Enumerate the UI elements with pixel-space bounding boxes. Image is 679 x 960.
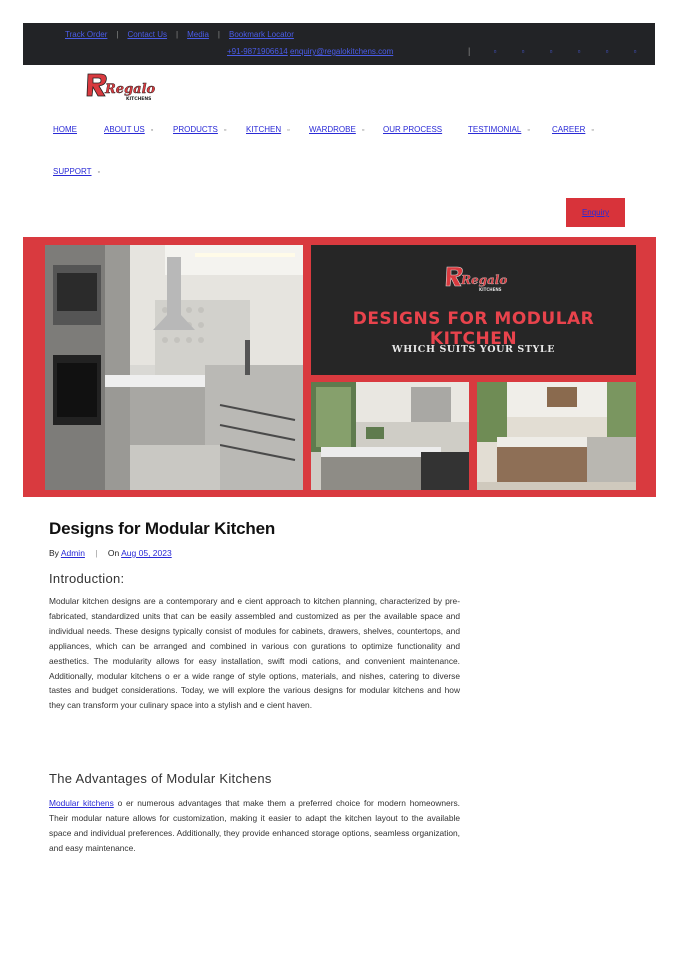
author-link[interactable]: Admin	[60, 548, 85, 558]
instagram-icon[interactable]: ▫	[549, 47, 553, 56]
nav-item-support[interactable]	[53, 167, 100, 176]
nav-item-our-process[interactable]	[383, 125, 442, 134]
nav-item-home[interactable]	[53, 125, 77, 134]
enquiry-link[interactable]: Enquiry	[581, 208, 610, 217]
contact-us-link[interactable]: Contact Us	[127, 30, 168, 39]
advantages-text: o er numerous advantages that make them a preferred choice for modern homeowners. Their modular nature allows for customization, making it easier to adapt the kitchen layout to the available space and individual preferences. Additionally, they provide enhanced storage options, seamless organization, and easy maintenance.	[49, 798, 461, 853]
divider: |	[176, 30, 179, 39]
bookmark-locator-link[interactable]: Bookmark Locator	[228, 30, 294, 39]
dropdown-icon[interactable]: ▫	[287, 127, 290, 134]
on-label: On	[107, 548, 120, 558]
nav-link[interactable]: WARDROBE	[309, 125, 356, 134]
dropdown-icon[interactable]: ▫	[361, 127, 365, 134]
post-title: Designs for Modular Kitchen	[49, 519, 276, 538]
media-link[interactable]: Media	[187, 30, 209, 39]
divider: |	[116, 30, 119, 39]
email-link[interactable]: enquiry@regalokitchens.com	[289, 47, 394, 56]
dropdown-icon[interactable]: ▫	[150, 127, 154, 134]
divider: |	[217, 30, 220, 39]
kitchen-photo	[45, 245, 303, 490]
nav-item-kitchen[interactable]	[246, 125, 290, 134]
regalo-logo[interactable]	[86, 72, 156, 102]
nav-link[interactable]: HOME	[53, 125, 77, 134]
enquiry-button[interactable]	[566, 198, 625, 227]
nav-link[interactable]: SUPPORT	[53, 167, 92, 176]
dropdown-icon[interactable]: ▫	[97, 169, 101, 176]
logo-subtext: KITCHENS	[126, 97, 152, 102]
hero-subtitle: WHICH SUITS YOUR STYLE	[391, 344, 556, 355]
kitchen-thumbnail	[311, 382, 469, 490]
kitchen-thumbnail	[477, 382, 636, 490]
divider: |	[468, 46, 471, 56]
advantages-paragraph	[49, 796, 460, 856]
facebook-icon[interactable]: ▫	[493, 47, 497, 56]
hero-logo-subtext: KITCHENS	[479, 287, 502, 292]
nav-item-about-us[interactable]	[104, 125, 153, 134]
nav-link[interactable]: KITCHEN	[246, 125, 282, 134]
advantages-heading: The Advantages of Modular Kitchens	[49, 771, 272, 786]
top-bar	[23, 23, 655, 65]
nav-item-career[interactable]	[552, 125, 594, 134]
hero-title-panel	[311, 245, 636, 375]
social-icons	[481, 47, 649, 56]
youtube-icon[interactable]: ▫	[577, 47, 581, 56]
logo-text: Regalo	[105, 82, 156, 97]
dropdown-icon[interactable]: ▫	[223, 127, 227, 134]
nav-link[interactable]: CAREER	[552, 125, 586, 134]
track-order-link[interactable]: Track Order	[65, 30, 108, 39]
top-links	[65, 30, 294, 39]
pinterest-icon[interactable]: ▫	[633, 47, 637, 56]
hero-logo-text: Regalo	[461, 273, 507, 287]
hero-banner	[23, 237, 656, 497]
divider: |	[95, 548, 98, 558]
nav-link[interactable]: PRODUCTS	[173, 125, 218, 134]
twitter-icon[interactable]: ▫	[521, 47, 525, 56]
nav-link[interactable]: TESTIMONIAL	[468, 125, 522, 134]
dropdown-icon[interactable]: ▫	[591, 127, 594, 134]
by-label: By	[49, 548, 59, 558]
contact-info	[227, 47, 393, 56]
nav-link[interactable]: ABOUT US	[104, 125, 145, 134]
intro-paragraph: Modular kitchen designs are a contemporary and e cient approach to kitchen planning, characterized by pre-fabricated, standardized units that can be easily assembled and customized as per the available space and individual needs. These designs typically consist of modules for cabinets, drawers, shelves, countertops, and appliances, which can be arranged and combined in various con gurations to optimize functionality and aesthetics. The modularity allows for easy installation, swift modi cations, and convenient maintenance. Additionally, modular kitchens o er a wide range of style options, materials, and nishes, catering to diverse tastes and budget considerations. Today, we will explore the various designs for modular kitchens and how they can transform your culinary space into a stylish and e cient haven.	[49, 596, 460, 711]
linkedin-icon[interactable]: ▫	[605, 47, 609, 56]
nav-link[interactable]: OUR PROCESS	[383, 125, 443, 134]
phone-link[interactable]: +91-9871906614	[227, 47, 288, 56]
nav-item-products[interactable]	[173, 125, 226, 134]
modular-kitchens-link[interactable]: Modular kitchens	[49, 798, 114, 808]
hero-title: DESIGNS FOR MODULAR KITCHEN	[352, 309, 595, 349]
date-link[interactable]: Aug 05, 2023	[121, 548, 172, 558]
intro-heading: Introduction:	[49, 571, 125, 586]
nav-item-wardrobe[interactable]	[309, 125, 364, 134]
nav-item-testimonial[interactable]	[468, 125, 530, 134]
post-meta	[49, 548, 172, 558]
dropdown-icon[interactable]: ▫	[527, 127, 530, 134]
hero-logo	[445, 265, 507, 293]
